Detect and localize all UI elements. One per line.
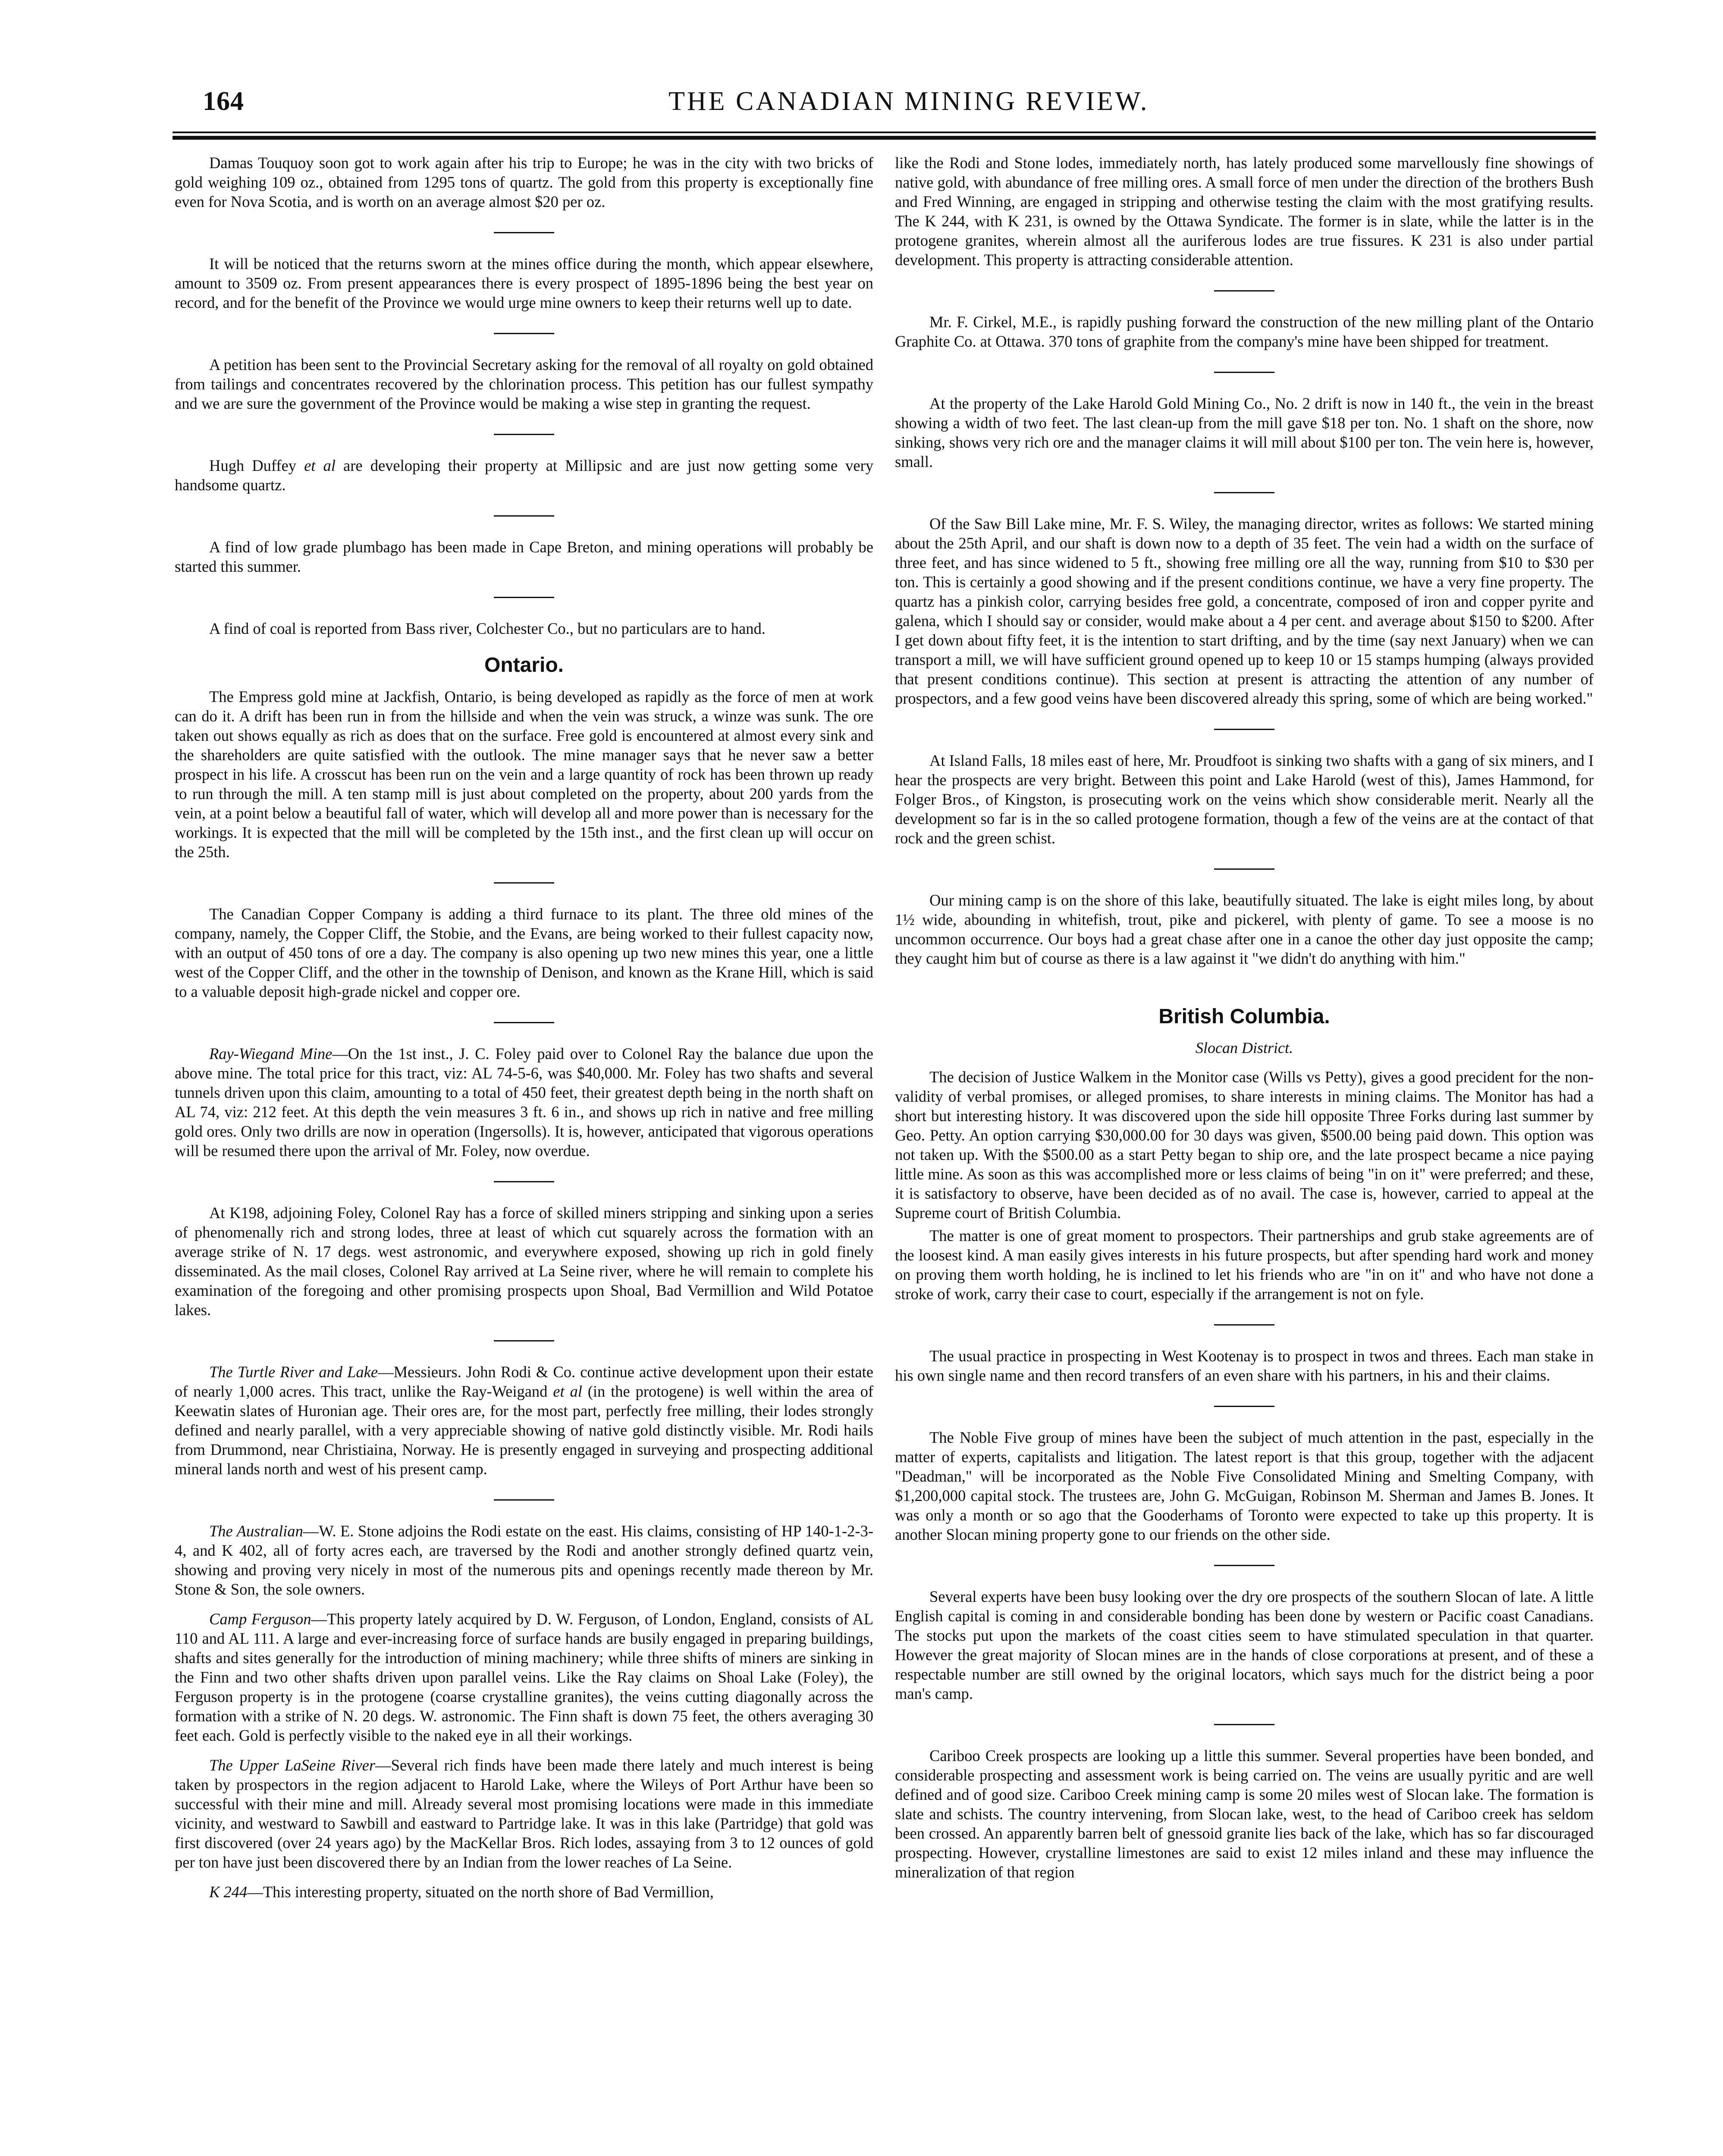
paragraph: Hugh Duffey et al are developing their property at Millipsic and are just now getting some very handsome quartz. (175, 457, 874, 494)
paragraph: A find of coal is reported from Bass river, Colchester Co., but no particulars are to hand. (209, 620, 766, 637)
paragraph: Our mining camp is on the shore of this lake, beautifully situated. The lake is eight miles long, by about 1½ wide, abounding in whitefish, trout, pike and pickerel, with plenty of game. To see a moose is no uncommon occurrence. Our boys had a great chase after one in a canoe the other day just opposite the camp; they caught him but of course as there is a law against it "we didn't do anything with him." (895, 891, 1594, 967)
separator (494, 1181, 554, 1182)
separator (1214, 492, 1274, 493)
separator (494, 333, 554, 334)
paragraph: The matter is one of great moment to prospectors. Their partnerships and grub stake agreements are of the loosest kind. A man easily gives interests in his future prospects, but after spending hard work and money on proving them worth holding, he is inclined to let his friends who are "in on it" and who have not done a stroke of work, carry their case to court, especially if the arrangement is not on fyle. (895, 1227, 1594, 1303)
header-rule-thin (173, 132, 1596, 133)
separator (494, 1340, 554, 1341)
separator (1214, 868, 1274, 870)
page-number: 164 (203, 87, 244, 116)
paragraph: Camp Ferguson—This property lately acquired by D. W. Ferguson, of London, England, consists of AL 110 and AL 111. A large and ever-increasing force of surface hands are busily engaged in preparing buildings, shafts and sites generally for the introduction of mining machinery; while three shifts of miners are sinking in the Finn and two other shafts driven upon parallel veins. Like the Ray claims on Shoal Lake (Foley), the Ferguson property is in the protogene (coarse crystalline granites), the veins cutting diagonally across the formation with a strike of N. 20 degs. W. astronomic. The Finn shaft is down 75 feet, the others averaging 30 feet each. Gold is perfectly visible to the naked eye in all their workings. (175, 1610, 873, 1744)
paragraph: A find of low grade plumbago has been made in Cape Breton, and mining operations will probably be started this summer. (175, 538, 873, 575)
separator (1214, 372, 1274, 373)
paragraph: It will be noticed that the returns sworn at the mines office during the month, which appear elsewhere, amount to 3509 oz. From present appearances there is every prospect of 1895-1896 being the best year on record, and for the benefit of the Province we would urge mine owners to keep their returns well up to date. (175, 255, 873, 311)
separator (494, 434, 554, 435)
paragraph: At Island Falls, 18 miles east of here, Mr. Proudfoot is sinking two shafts with a gang of six miners, and I hear the prospects are very bright. Between this point and Lake Harold (west of this), James Hammond, for Folger Bros., of Kingston, is prosecuting work on the veins which show considerable merit. Nearly all the development so far is in the so called protogene formation, though a few of the veins are at the contact of that rock and the green schist. (895, 752, 1594, 847)
paragraph: At K198, adjoining Foley, Colonel Ray has a force of skilled miners stripping and sinking upon a series of phenomenally rich and strong lodes, three at least of which cut squarely across the formation with an average strike of N. 17 degs. west astronomic, and everywhere exposed, showing up rich in gold finely disseminated. As the mail closes, Colonel Ray arrived at La Seine river, where he will remain to complete his examination of the foregoing and other promising prospects upon Shoal, Bad Vermillion and Wild Potatoe lakes. (175, 1204, 873, 1319)
separator (1214, 1324, 1274, 1326)
paragraph: Damas Touquoy soon got to work again after his trip to Europe; he was in the city with two bricks of gold weighing 109 oz., obtained from 1295 tons of quartz. The gold from this property is exceptionally fine even for Nova Scotia, and is worth on an average almost $20 per oz. (175, 154, 873, 210)
subsection-heading-slocan: Slocan District. (1196, 1039, 1293, 1056)
paragraph: The usual practice in prospecting in West Kootenay is to prospect in twos and threes. Each man stake in his own single name and then record transfers of an even share with his partners, in his and their claims. (895, 1347, 1594, 1384)
paragraph: Mr. F. Cirkel, M.E., is rapidly pushing forward the construction of the new milling plant of the Ontario Graphite Co. at Ottawa. 370 tons of graphite from the company's mine have been shipped for treatment. (895, 313, 1594, 350)
separator (494, 597, 554, 598)
paragraph: The Upper LaSeine River—Several rich finds have been made there lately and much interest is being taken by prospectors in the region adjacent to Harold Lake, where the Wileys of Port Arthur have been so successful with their mine and mill. Already several most promising locations were made in this immediate vicinity, and westward to Sawbill and eastward to Partridge lake. It was in this lake (Partridge) that gold was first discovered (over 24 years ago) by the MacKellar Bros. Rich lodes, assaying from 3 to 12 ounces of gold per ton have just been discovered there by an Indian from the lower reaches of La Seine. (175, 1756, 873, 1871)
paragraph: Ray-Wiegand Mine—On the 1st inst., J. C. Foley paid over to Colonel Ray the balance due upon the above mine. The total price for this tract, viz: AL 74-5-6, was $40,000. Mr. Foley has two shafts and several tunnels driven upon this claim, amounting to a total of 450 feet, their greatest depth being in the north shaft on AL 74, viz: 212 feet. At this depth the vein measures 3 ft. 6 in., and shows up rich in native and free milling gold ores. Only two drills are now in operation (Ingersolls). It is, however, anticipated that vigorous operations will be resumed there upon the arrival of Mr. Foley, now overdue. (175, 1045, 873, 1159)
journal-title: THE CANADIAN MINING REVIEW. (668, 87, 1149, 116)
separator (1214, 1565, 1274, 1566)
separator (494, 515, 554, 517)
separator (494, 1022, 554, 1023)
paragraph: The Turtle River and Lake—Messieurs. John Rodi & Co. continue active development upon their estate of nearly 1,000 acres. This tract, unlike the Ray-Weigand et al (in the protogene) is well within the area of Keewatin slates of Huronian age. Their ores are, for the most part, perfectly free milling, their lodes strongly defined and nearly parallel, with a very appreciable showing of native gold distinctly visible. Mr. Rodi hails from Drummond, near Christiaina, Norway. He is presently engaged in surveying and prospecting additional mineral lands north and west of his present camp. (175, 1363, 874, 1478)
section-heading-ontario: Ontario. (484, 654, 564, 677)
paragraph: Cariboo Creek prospects are looking up a little this summer. Several properties have been bonded, and considerable prospecting and assessment work is being carried on. The veins are usually pyritic and are well defined and of good size. Cariboo Creek mining camp is some 20 miles west of Slocan lake. The formation is slate and schists. The country intervening, from Slocan lake, west, to the head of Cariboo creek has seldom been crossed. An apparently barren belt of gnessoid granite lies back of the lake, which has so far discouraged prospecting. However, crystalline limestones are said to exist 12 miles inland and these may influence the mineralization of that region (895, 1747, 1594, 1881)
paragraph: At the property of the Lake Harold Gold Mining Co., No. 2 drift is now in 140 ft., the vein in the breast showing a width of two feet. The last clean-up from the mill gave $18 per ton. No. 1 shaft on the shore, now sinking, shows very rich ore and the manager claims it will mill about $100 per ton. The vein here is, however, small. (895, 395, 1594, 470)
paragraph: Several experts have been busy looking over the dry ore prospects of the southern Slocan of late. A little English capital is coming in and considerable bonding has been done by western or Pacific coast Canadians. The stocks put upon the markets of the coast cities seem to have stimulated speculation in that quarter. However the great majority of Slocan mines are in the hands of close corporations at present, and of these a respectable number are still owned by the original locators, which says much for the district being a poor man's camp. (895, 1588, 1594, 1702)
paragraph: The Noble Five group of mines have been the subject of much attention in the past, especially in the matter of experts, capitalists and litigation. The latest report is that this group, together with the adjacent "Deadman," will be incorporated as the Noble Five Consolidated Mining and Smelting Company, with $1,200,000 capital stock. The trustees are, John G. McGuigan, Robinson M. Sherman and James B. Jones. It was only a month or so ago that the Gooderhams of Toronto were expected to take up this property. It is another Slocan mining property gone to our friends on the other side. (895, 1429, 1594, 1543)
separator (494, 1499, 554, 1501)
page-header (203, 86, 1583, 125)
paragraph: A petition has been sent to the Provincial Secretary asking for the removal of all royalty on gold obtained from tailings and concentrates recovered by the chlorination process. This petition has our fullest sympathy and we are sure the government of the Province would be making a wise step in granting the request. (175, 356, 873, 412)
separator (1214, 1724, 1274, 1725)
paragraph: The Australian—W. E. Stone adjoins the Rodi estate on the east. His claims, consisting of HP 140-1-2-3-4, and K 402, all of forty acres each, are traversed by the Rodi and another strongly defined quartz vein, showing and proving very nicely in most of the numerous pits and openings recently made thereon by Mr. Stone & Son, the sole owners. (175, 1522, 873, 1598)
left-column (175, 153, 873, 1905)
separator (1214, 1406, 1274, 1407)
paragraph: K 244—This interesting property, situated on the north shore of Bad Vermillion, (209, 1883, 714, 1901)
separator (1214, 729, 1274, 730)
paragraph: The Empress gold mine at Jackfish, Ontario, is being developed as rapidly as the force of men at work can do it. A drift has been run in from the hillside and when the vein was struck, a winze was sunk. The ore taken out shows equally as rich as does that on the surface. Free gold is encountered at almost every sink and the shareholders are quite satisfied with the outlook. The mine manager says that he never saw a better prospect in his life. A crosscut has been run on the vein and a large quantity of rock has been thrown up ready to run through the mill. A ten stamp mill is just about completed on the property, about 200 yards from the vein, at a point below a beautiful fall of water, which will develop all and more power than is necessary for the workings. It is expected that the mill will be completed by the 15th inst., and the first clean up will occur on the 25th. (175, 688, 873, 861)
paragraph: The decision of Justice Walkem in the Monitor case (Wills vs Petty), gives a good precident for the non-validity of verbal promises, or alleged promises, to share interests in mining claims. The Monitor has had a short but interesting history. It was discovered upon the side hill opposite Three Forks during last summer by Geo. Petty. An option carrying $30,000.00 for 30 days was given, $500.00 being paid down. This option was not taken up. With the $500.00 as a start Petty began to ship ore, and the late prospect became a nice paying little mine. As soon as this was accomplished more or less claims of being "in on it" were preferred; and these, it is satisfactory to observe, have been decided as of no avail. The case is, however, carried to appeal at the Supreme court of British Columbia. (895, 1068, 1594, 1222)
paragraph: like the Rodi and Stone lodes, immediately north, has lately produced some marvellously fine showings of native gold, with abundance of free milling ores. A small force of men under the direction of the brothers Bush and Fred Winning, are engaged in stripping and otherwise testing the claim with the most gratifying results. The K 244, with K 231, is owned by the Ottawa Syndicate. The former is in slate, while the latter is in the protogene granites, wherein almost all the auriferous lodes are true fissures. K 231 is also under partial development. This property is attracting considerable attention. (895, 154, 1594, 269)
separator (494, 232, 554, 233)
right-column (895, 153, 1594, 1885)
section-heading-british-columbia: British Columbia. (1158, 1005, 1330, 1028)
paragraph: The Canadian Copper Company is adding a third furnace to its plant. The three old mines of the company, namely, the Copper Cliff, the Stobie, and the Evans, are being worked to their fullest capacity now, with an output of 450 tons of ore a day. The company is also opening up two new mines this year, one a little west of the Copper Cliff, and the other in the township of Denison, and known as the Krane Hill, which is said to a valuable deposit high-grade nickel and copper ore. (175, 905, 873, 1000)
separator (1214, 290, 1274, 291)
header-rule-thick (173, 136, 1596, 140)
separator (494, 882, 554, 884)
paragraph: Of the Saw Bill Lake mine, Mr. F. S. Wiley, the managing director, writes as follows: We started mining about the 25th April, and our shaft is down now to a depth of 35 feet. The vein had a width on the surface of three feet, and has since widened to 5 ft., showing free milling ore all the way, running from $10 to $30 per ton. This is certainly a good showing and if the present conditions continue, we have a very fine property. The quartz has a pinkish color, carrying besides free gold, a concentrate, composed of iron and copper pyrite and galena, which I should say or consider, would make about a 4 per cent. and average about $150 to $200. After I get down about fifty feet, it is the intention to start drifting, and by the time (say next January) when we can transport a mill, we will have sufficient ground opened up to keep 10 or 15 stamps humping (always provided that present conditions continue). This section at present is attracting the attention of any number of prospectors, and a few good veins have been discovered already this spring, some of which are being worked." (895, 515, 1594, 707)
